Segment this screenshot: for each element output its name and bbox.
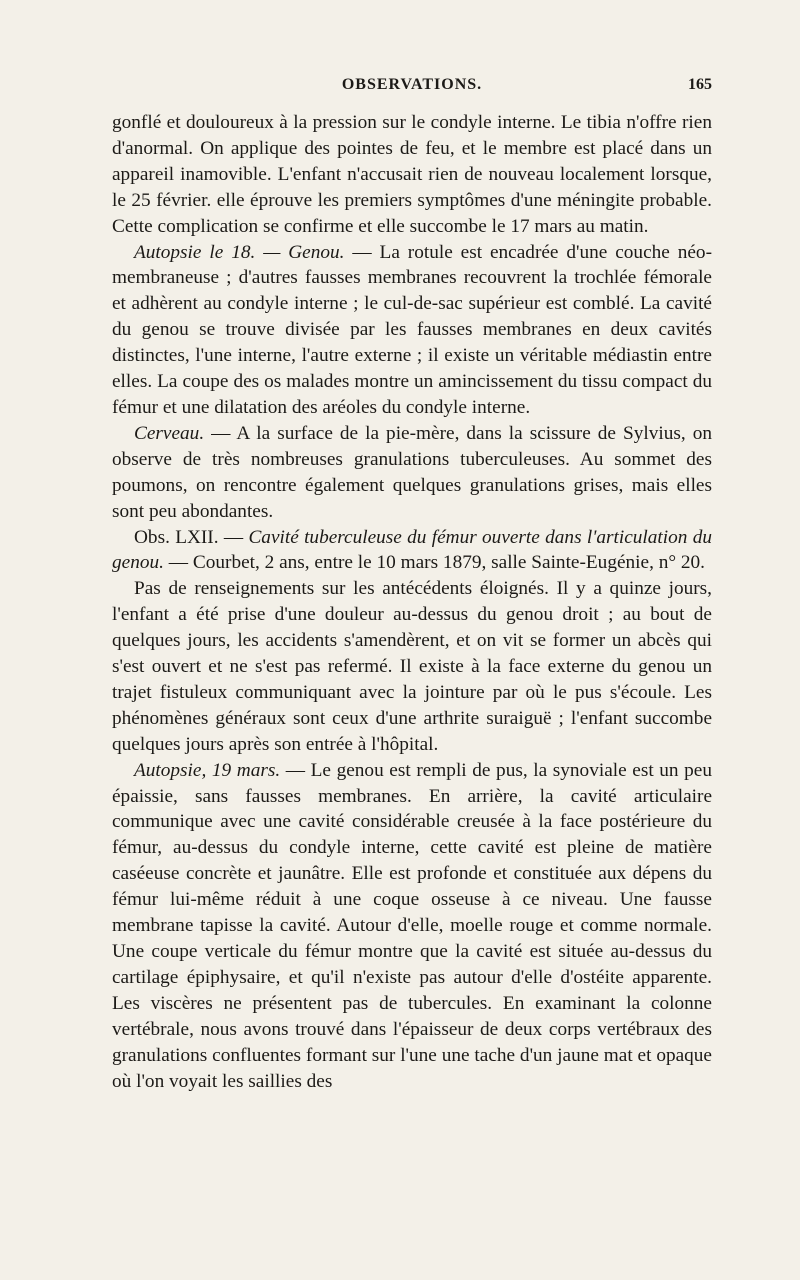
- observation-number: Obs. LXII. —: [134, 526, 249, 548]
- page-number: 165: [688, 76, 712, 93]
- paragraph-6-text: — Le genou est rempli de pus, la synoviale est un peu épaissie, sans fausses membranes. En arrière, la cavité articulaire communique avec une cavité considérable creusée à la face postérieure du fémur, au-dessus du condyle interne, cette cavité est pleine de matière caséeuse concrète et jaunâtre. Elle est profonde et constituée aux dépens du fémur lui-même réduit à une coque osseuse à ce niveau. Une fausse membrane tapisse la cavité. Autour d'elle, moelle rouge et comme normale. Une coupe verticale du fémur montre que la cavité est située au-dessus du cartilage épiphysaire, et qu'il n'existe pas autour d'elle d'ostéite apparente. Les viscères ne présentent pas de tubercules. En examinant la colonne vertébrale, nous avons trouvé dans l'épaisseur de deux corps vertébraux des granulations confluentes formant sur l'une une tache d'un jaune mat et opaque où l'on voyait les saillies des: [112, 759, 713, 1092]
- paragraph-6-lead: Autopsie, 19 mars.: [134, 759, 281, 781]
- paragraph-5: [112, 576, 712, 757]
- body-text: [112, 110, 712, 1094]
- page-header: [112, 76, 712, 100]
- paragraph-6: [112, 758, 712, 1095]
- paragraph-1: [112, 110, 712, 240]
- paragraph-3-lead: Cerveau.: [134, 422, 205, 444]
- paragraph-4-text: — Courbet, 2 ans, entre le 10 mars 1879, salle Sainte-Eugénie, n° 20.: [163, 552, 705, 574]
- running-title: OBSERVATIONS.: [341, 76, 483, 93]
- paragraph-3: [112, 421, 712, 525]
- paragraph-1-text: gonflé et douloureux à la pression sur le condyle interne. Le tibia n'offre rien d'anormal. On applique des pointes de feu, et le membre est placé dans un appareil inamovible. L'enfant n'accusait rien de nouveau localement lorsque, le 25 février. elle éprouve les premiers symptômes d'une méningite probable. Cette complication se confirme et elle succombe le 17 mars au matin.: [112, 112, 712, 237]
- paragraph-2-text: — La rotule est encadrée d'une couche néo-membraneuse ; d'autres fausses membranes recouvrent la trochlée fémorale et adhèrent au condyle interne ; le cul-de-sac supérieur est comblé. La cavité du genou se trouve divisée par les fausses membranes en deux cavités distinctes, l'une interne, l'autre externe ; il existe un véritable médiastin entre elles. La coupe des os malades montre un amincissement du tissu compact du fémur et une dilatation des aréoles du condyle interne.: [112, 241, 712, 418]
- paragraph-2: [112, 240, 712, 421]
- paragraph-5-text: Pas de renseignements sur les antécédents éloignés. Il y a quinze jours, l'enfant a été prise d'une douleur au-dessus du genou droit ; au bout de quelques jours, les accidents s'amendèrent, et on vit se former un abcès qui s'est ouvert et ne s'est pas refermé. Il existe à la face externe du genou un trajet fistuleux communiquant avec la jointure par où le pus s'écoule. Les phénomènes généraux sont ceux d'une arthrite suraiguë ; l'enfant succombe quelques jours après son entrée à l'hôpital.: [112, 578, 712, 755]
- paragraph-4: [112, 525, 712, 577]
- paragraph-3-text: — A la surface de la pie-mère, dans la scissure de Sylvius, on observe de très nombreuses granulations tuberculeuses. Au sommet des poumons, on rencontre également quelques granulations grises, mais elles sont peu abondantes.: [112, 422, 712, 522]
- paragraph-2-lead: Autopsie le 18. — Genou.: [134, 241, 345, 263]
- observation-title: Cavité tuberculeuse du fémur ouverte dans l'articulation du genou.: [112, 526, 712, 574]
